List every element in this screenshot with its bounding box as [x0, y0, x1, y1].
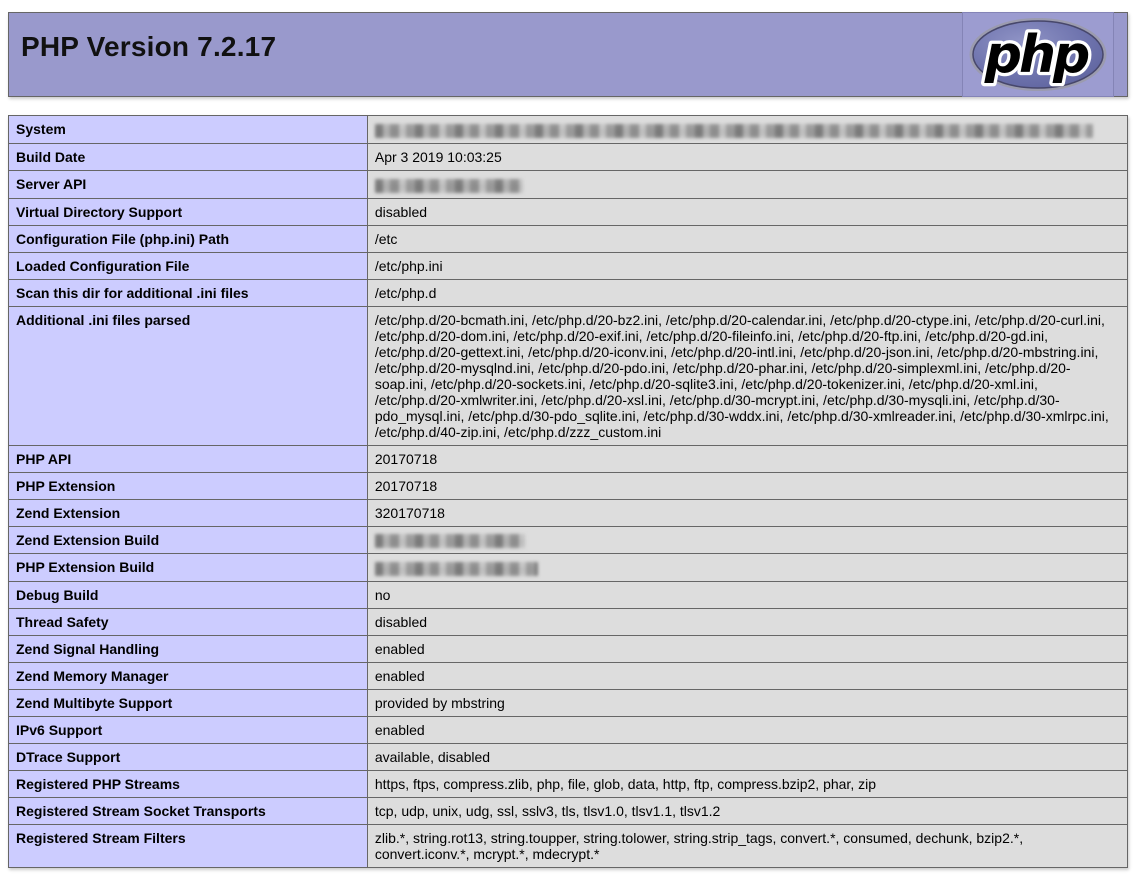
redacted-value: [375, 124, 1093, 138]
php-logo-icon: [962, 12, 1114, 97]
row-value: /etc/php.ini: [367, 252, 1127, 279]
row-label: DTrace Support: [9, 744, 368, 771]
row-label: Configuration File (php.ini) Path: [9, 225, 368, 252]
table-row: [9, 798, 1128, 825]
table-row: [9, 771, 1128, 798]
php-logo-text: php: [984, 25, 1088, 85]
php-logo-link[interactable]: [962, 12, 1114, 97]
redacted-value: [375, 534, 525, 548]
row-value: no: [367, 582, 1127, 609]
table-row: [9, 717, 1128, 744]
row-label: System: [9, 116, 368, 144]
row-label: Zend Signal Handling: [9, 636, 368, 663]
phpinfo-page: [8, 12, 1128, 868]
row-value: enabled: [367, 636, 1127, 663]
table-row: [9, 472, 1128, 499]
row-value: zlib.*, string.rot13, string.toupper, string.tolower, string.strip_tags, convert.*, consumed, dechunk, bzip2.*, convert.iconv.*, mcrypt.*, mdecrypt.*: [367, 825, 1127, 868]
row-label: Zend Extension Build: [9, 526, 368, 554]
table-row: [9, 636, 1128, 663]
table-row: [9, 825, 1128, 868]
table-row: [9, 170, 1128, 198]
table-row: [9, 116, 1128, 144]
row-value: enabled: [367, 663, 1127, 690]
table-row: [9, 663, 1128, 690]
row-value: tcp, udp, unix, udg, ssl, sslv3, tls, tlsv1.0, tlsv1.1, tlsv1.2: [367, 798, 1127, 825]
row-label: Registered Stream Filters: [9, 825, 368, 868]
redacted-value: [375, 562, 538, 576]
info-table: [8, 115, 1128, 868]
redacted-value: [375, 179, 523, 193]
table-row: [9, 225, 1128, 252]
row-label: Thread Safety: [9, 609, 368, 636]
row-label: IPv6 Support: [9, 717, 368, 744]
php-version-header: [8, 12, 1128, 97]
row-value: 20170718: [367, 445, 1127, 472]
table-row: [9, 499, 1128, 526]
row-value: provided by mbstring: [367, 690, 1127, 717]
row-value: disabled: [367, 198, 1127, 225]
row-value: [367, 526, 1127, 554]
table-row: [9, 609, 1128, 636]
row-value: [367, 170, 1127, 198]
row-value: /etc/php.d/20-bcmath.ini, /etc/php.d/20-bz2.ini, /etc/php.d/20-calendar.ini, /etc/php.d/20-ctype.ini, /etc/php.d/20-curl.ini, /etc/php.d/20-dom.ini, /etc/php.d/20-exif.ini, /etc/php.d/20-fileinfo.ini, /etc/php.d/20-ftp.ini, /etc/php.d/20-gd.ini, /etc/php.d/20-gettext.ini, /etc/php.d/20-iconv.ini, /etc/php.d/20-intl.ini, /etc/php.d/20-json.ini, /etc/php.d/20-mbstring.ini, /etc/php.d/20-mysqlnd.ini, /etc/php.d/20-pdo.ini, /etc/php.d/20-phar.ini, /etc/php.d/20-simplexml.ini, /etc/php.d/20-soap.ini, /etc/php.d/20-sockets.ini, /etc/php.d/20-sqlite3.ini, /etc/php.d/20-tokenizer.ini, /etc/php.d/20-xml.ini, /etc/php.d/20-xmlwriter.ini, /etc/php.d/20-xsl.ini, /etc/php.d/30-mcrypt.ini, /etc/php.d/30-mysqli.ini, /etc/php.d/30-pdo_mysql.ini, /etc/php.d/30-pdo_sqlite.ini, /etc/php.d/30-wddx.ini, /etc/php.d/30-xmlreader.ini, /etc/php.d/30-xmlrpc.ini, /etc/php.d/40-zip.ini, /etc/php.d/zzz_custom.ini: [367, 306, 1127, 445]
row-value: 320170718: [367, 499, 1127, 526]
row-label: Loaded Configuration File: [9, 252, 368, 279]
row-label: Additional .ini files parsed: [9, 306, 368, 445]
row-label: Zend Multibyte Support: [9, 690, 368, 717]
page-title: PHP Version 7.2.17: [21, 31, 277, 62]
row-value: enabled: [367, 717, 1127, 744]
row-label: Virtual Directory Support: [9, 198, 368, 225]
row-label: Zend Memory Manager: [9, 663, 368, 690]
table-row: [9, 198, 1128, 225]
row-value: /etc/php.d: [367, 279, 1127, 306]
table-row: [9, 252, 1128, 279]
row-value: Apr 3 2019 10:03:25: [367, 143, 1127, 170]
row-label: PHP Extension: [9, 472, 368, 499]
table-row: [9, 744, 1128, 771]
table-row: [9, 306, 1128, 445]
table-row: [9, 554, 1128, 582]
row-label: Scan this dir for additional .ini files: [9, 279, 368, 306]
table-row: [9, 445, 1128, 472]
row-label: Zend Extension: [9, 499, 368, 526]
row-value: [367, 554, 1127, 582]
row-label: PHP Extension Build: [9, 554, 368, 582]
table-row: [9, 143, 1128, 170]
table-row: [9, 526, 1128, 554]
table-row: [9, 690, 1128, 717]
row-value: 20170718: [367, 472, 1127, 499]
row-value: /etc: [367, 225, 1127, 252]
row-label: PHP API: [9, 445, 368, 472]
row-label: Registered PHP Streams: [9, 771, 368, 798]
row-value: disabled: [367, 609, 1127, 636]
row-label: Registered Stream Socket Transports: [9, 798, 368, 825]
row-label: Build Date: [9, 143, 368, 170]
row-value: [367, 116, 1127, 144]
table-row: [9, 279, 1128, 306]
row-label: Server API: [9, 170, 368, 198]
row-label: Debug Build: [9, 582, 368, 609]
row-value: https, ftps, compress.zlib, php, file, glob, data, http, ftp, compress.bzip2, phar, zip: [367, 771, 1127, 798]
table-row: [9, 582, 1128, 609]
row-value: available, disabled: [367, 744, 1127, 771]
